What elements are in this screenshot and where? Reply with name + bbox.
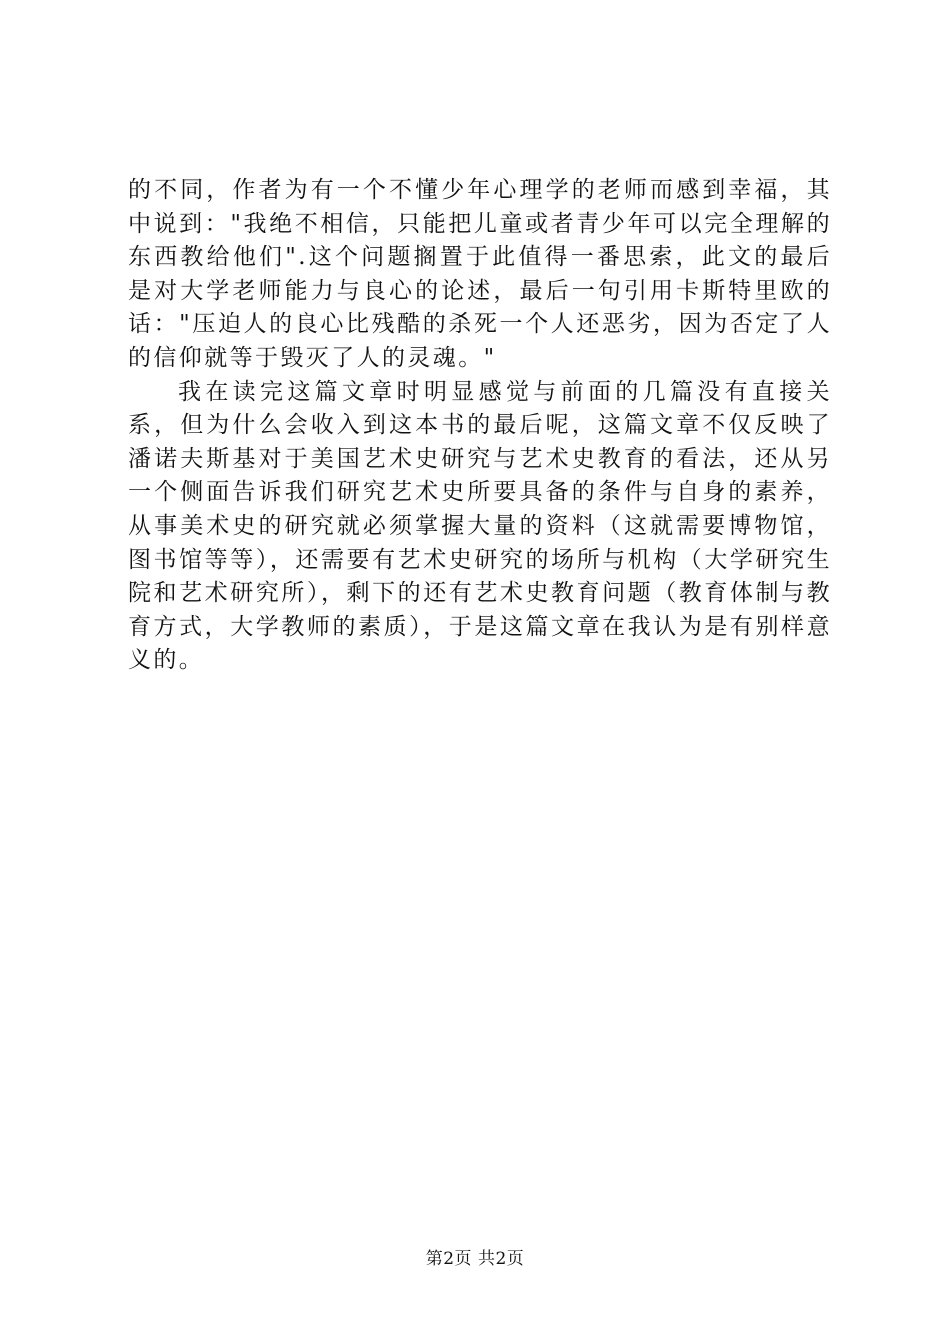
paragraph-continued: 的不同，作者为有一个不懂少年心理学的老师而感到幸福，其中说到："我绝不相信，只能把儿童或者青少年可以完全理解的东西教给他们".这个问题搁置于此值得一番思索，此文的最后是对大学老师能力与良心的论述，最后一句引用卡斯特里欧的话："压迫人的良心比残酷的杀死一个人还恶劣，因为否定了人的信仰就等于毁灭了人的灵魂。" [128,177,832,371]
paragraph-reflection: 我在读完这篇文章时明显感觉与前面的几篇没有直接关系，但为什么会收入到这本书的最后呢，这篇文章不仅反映了潘诺夫斯基对于美国艺术史研究与艺术史教育的看法，还从另一个侧面告诉我们研究艺术史所要具备的条件与自身的素养，从事美术史的研究就必须掌握大量的资料（这就需要博物馆，图书馆等等），还需要有艺术史研究的场所与机构（大学研究生院和艺术研究所），剩下的还有艺术史教育问题（教育体制与教育方式，大学教师的素质），于是这篇文章在我认为是有别样意义的。 [128,378,832,674]
document-body [128,174,832,678]
page-footer: 第2页 共2页 [425,1249,525,1269]
